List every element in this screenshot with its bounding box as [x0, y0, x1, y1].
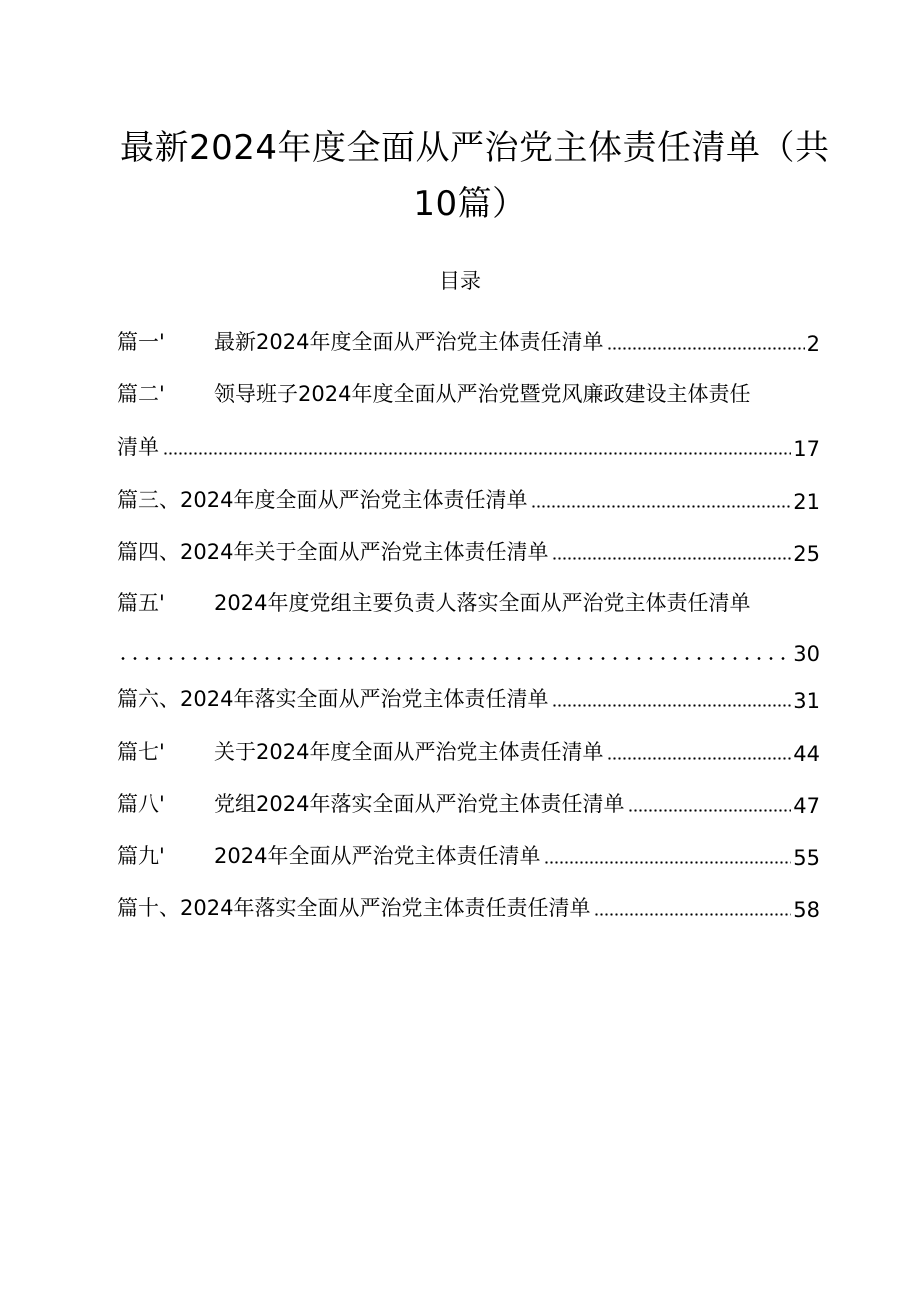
toc-entry-label: 篇九' — [117, 844, 165, 868]
toc-dot-leader — [117, 657, 791, 660]
toc-entry-label: 篇十、 — [117, 896, 180, 920]
toc-entry-page: 17 — [793, 437, 820, 461]
toc-entry-title: 2024年关于全面从严治党主体责任清单 — [180, 540, 549, 564]
toc-entry-label: 篇二' — [117, 382, 165, 406]
toc-entry-page: 25 — [793, 542, 820, 566]
toc-entry-title: 2024年全面从严治党主体责任清单 — [214, 844, 541, 868]
toc-entry-title: 最新2024年度全面从严治党主体责任清单 — [214, 330, 604, 354]
toc-entry-page: 55 — [793, 846, 820, 870]
toc-dot-leader — [607, 347, 804, 350]
toc-entry-title-continuation: 清单 — [117, 435, 159, 459]
toc-entry-label: 篇四、 — [117, 540, 180, 564]
toc-dot-leader — [531, 505, 791, 508]
toc-entry-page: 21 — [793, 490, 820, 514]
title-line-1: 最新2024年度全面从严治党主体责任清单（共 — [120, 128, 830, 168]
document-title — [120, 120, 830, 232]
toc-entry-title: 党组2024年落实全面从严治党主体责任清单 — [214, 792, 625, 816]
toc-entry-label: 篇五' — [117, 591, 165, 615]
toc-entry-label: 篇八' — [117, 792, 165, 816]
toc-entry-6[interactable] — [117, 677, 820, 713]
toc-entry-5[interactable] — [117, 581, 820, 671]
toc-dot-leader — [594, 913, 791, 916]
toc-entry-3[interactable] — [117, 478, 820, 514]
toc-heading: 目录 — [439, 269, 481, 293]
toc-entry-page: 47 — [793, 794, 820, 818]
toc-entry-page: 58 — [793, 898, 820, 922]
toc-dot-leader — [607, 757, 791, 760]
toc-entry-page: 30 — [793, 642, 820, 666]
toc-entry-page: 44 — [793, 742, 820, 766]
toc-entry-title: 领导班子2024年度全面从严治党暨党风廉政建设主体责任 — [214, 382, 751, 406]
title-line-2: 10篇） — [413, 184, 527, 224]
toc-entry-1[interactable] — [117, 320, 820, 356]
toc-entry-title: 2024年落实全面从严治党主体责任清单 — [180, 687, 549, 711]
toc-entry-title: 2024年度全面从严治党主体责任清单 — [180, 488, 528, 512]
toc-entry-page: 2 — [806, 332, 820, 356]
toc-entry-label: 篇七' — [117, 740, 165, 764]
toc-entry-title: 2024年度党组主要负责人落实全面从严治党主体责任清单 — [214, 591, 751, 615]
toc-dot-leader — [628, 809, 791, 812]
toc-entry-8[interactable] — [117, 782, 820, 818]
toc-entry-10[interactable] — [117, 886, 820, 922]
toc-entry-page: 31 — [793, 689, 820, 713]
toc-dot-leader — [552, 704, 791, 707]
toc-dot-leader — [163, 452, 791, 455]
toc-dot-leader — [552, 557, 791, 560]
toc-dot-leader — [544, 861, 791, 864]
toc-entry-title: 关于2024年度全面从严治党主体责任清单 — [214, 740, 604, 764]
toc-entry-label: 篇六、 — [117, 687, 180, 711]
toc-entry-7[interactable] — [117, 730, 820, 766]
toc-entry-label: 篇一' — [117, 330, 165, 354]
toc-entry-label: 篇三、 — [117, 488, 180, 512]
toc-entry-9[interactable] — [117, 834, 820, 870]
toc-entry-2[interactable] — [117, 372, 820, 462]
toc-entry-4[interactable] — [117, 530, 820, 566]
toc-entry-title: 2024年落实全面从严治党主体责任责任清单 — [180, 896, 591, 920]
